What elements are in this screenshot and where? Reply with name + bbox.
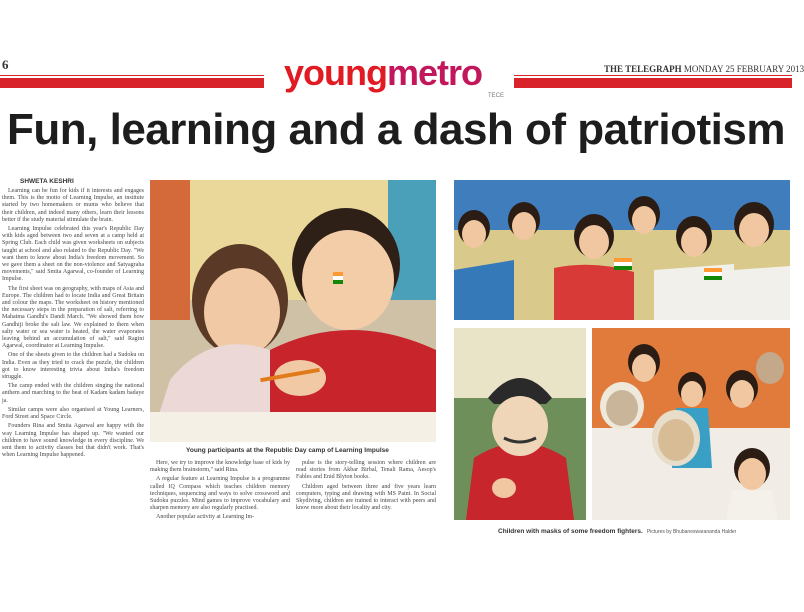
article-column-3 (296, 460, 436, 540)
paragraph: pulse is the story-telling session where children are read stories from Akbar Birbal, Tenali Rama, Aesop's Fables and Enid Blyton books. (296, 460, 436, 481)
photo-boy-with-mask (454, 328, 586, 520)
section-sub-tag: TECE (488, 93, 505, 99)
paragraph: Learning can be fun for kids if it interests and engages them. This is the motto of Learning Impulse, an institute started by two homemakers or mums who believe that their children, and indeed many others, learn their lessons better if the study material stimulate the brain. (2, 188, 144, 223)
article-column-2 (150, 460, 290, 540)
paragraph: Another popular activity at Learning Im- (156, 514, 255, 521)
paper-name: THE TELEGRAPH (604, 64, 682, 74)
photo-children-with-flags (454, 180, 790, 320)
caption-mask-photos (498, 528, 736, 535)
caption-text: Children with masks of some freedom fighters. (498, 528, 643, 535)
page-number: 6 (2, 57, 9, 72)
section-logo (284, 53, 482, 93)
issue-date: MONDAY 25 FEBRUARY 2013 (683, 64, 804, 74)
photo-kids-with-crayons (150, 180, 436, 442)
paragraph: Founders Rina and Smita Agarwal are happy with the way Learning Impulse has shaped up. "We wanted our children to have sound knowledge in every discipline. We sent them to activity classes but that didn't work. That's when Learning Impulse happened. (2, 423, 144, 459)
paragraph: Children aged between three and five years learn computers, typing and drawing with MS Paint. In Social Skydiving, children are trained to interact with peers and know more about their locality and city. (296, 483, 436, 512)
paragraph: Here, we try to improve the knowledge base of kids by making them brainstorm," said Rina. (150, 460, 290, 474)
masthead-bar-right (514, 78, 792, 88)
paragraph: A regular feature at Learning Impulse is a programme called IQ Compass which teaches children memory techniques, sequencing and ways to solve crossword and Sudoku puzzles. Mind games to improve vocabulary and sharpen memory are also regularly practised. (150, 476, 290, 512)
paragraph: The first sheet was on geography, with maps of Asia and Europe. The children had to locate India and Great Britain and colour the maps. The worksheet on history mentioned the necessary steps in the preparation of salt, referring to Mahatma Gandhi's Dandi March. "We showed them how Gandhiji broke the salt law. We explained to them when salty water or sea water is heated, the water evaporates leaving behind an accumulation of salt," said Ragini Agarwal, coordinator at Learning Impulse. (2, 285, 144, 350)
article-byline: SHWETA KESHRI (20, 178, 74, 185)
masthead-rule-right (514, 75, 792, 76)
masthead-bar-left (0, 78, 264, 88)
photo-children-with-masks (592, 328, 790, 520)
paragraph: One of the sheets given to the children had a Sudoku on India. Even as they tried to crack the puzzle, the children got to know interesting trivia about India's freedom struggle. (2, 352, 144, 381)
photo-credit: Pictures by Bhubaneswarananda Halder (646, 529, 737, 535)
caption-main-photo: Young participants at the Republic Day camp of Learning Impulse (186, 447, 389, 454)
paragraph: Learning Impulse celebrated this year's Republic Day with kids aged between two and seven at a camp held at Spring Club. Each child was given worksheets on subjects taught at school and also related to the Republic Day. "We want them to know about India's freedom movement. So we gave them a sheet on the non-violence and Satyagraha movements," said Smita Agarwal, co-founder of Learning Impulse. (2, 226, 144, 283)
dateline (604, 64, 804, 74)
logo-metro: metro (386, 52, 483, 93)
article-headline: Fun, learning and a dash of patriotism (7, 105, 785, 154)
logo-young: young (284, 52, 387, 93)
masthead-rule-left (0, 75, 264, 76)
paragraph: Similar camps were also organised at Young Learners, Ford Street and Space Circle. (2, 406, 144, 421)
paragraph: The camp ended with the children singing the national anthem and marching to the beat of Kadam kadam badaye ja. (2, 383, 144, 404)
article-column-1 (2, 188, 144, 538)
